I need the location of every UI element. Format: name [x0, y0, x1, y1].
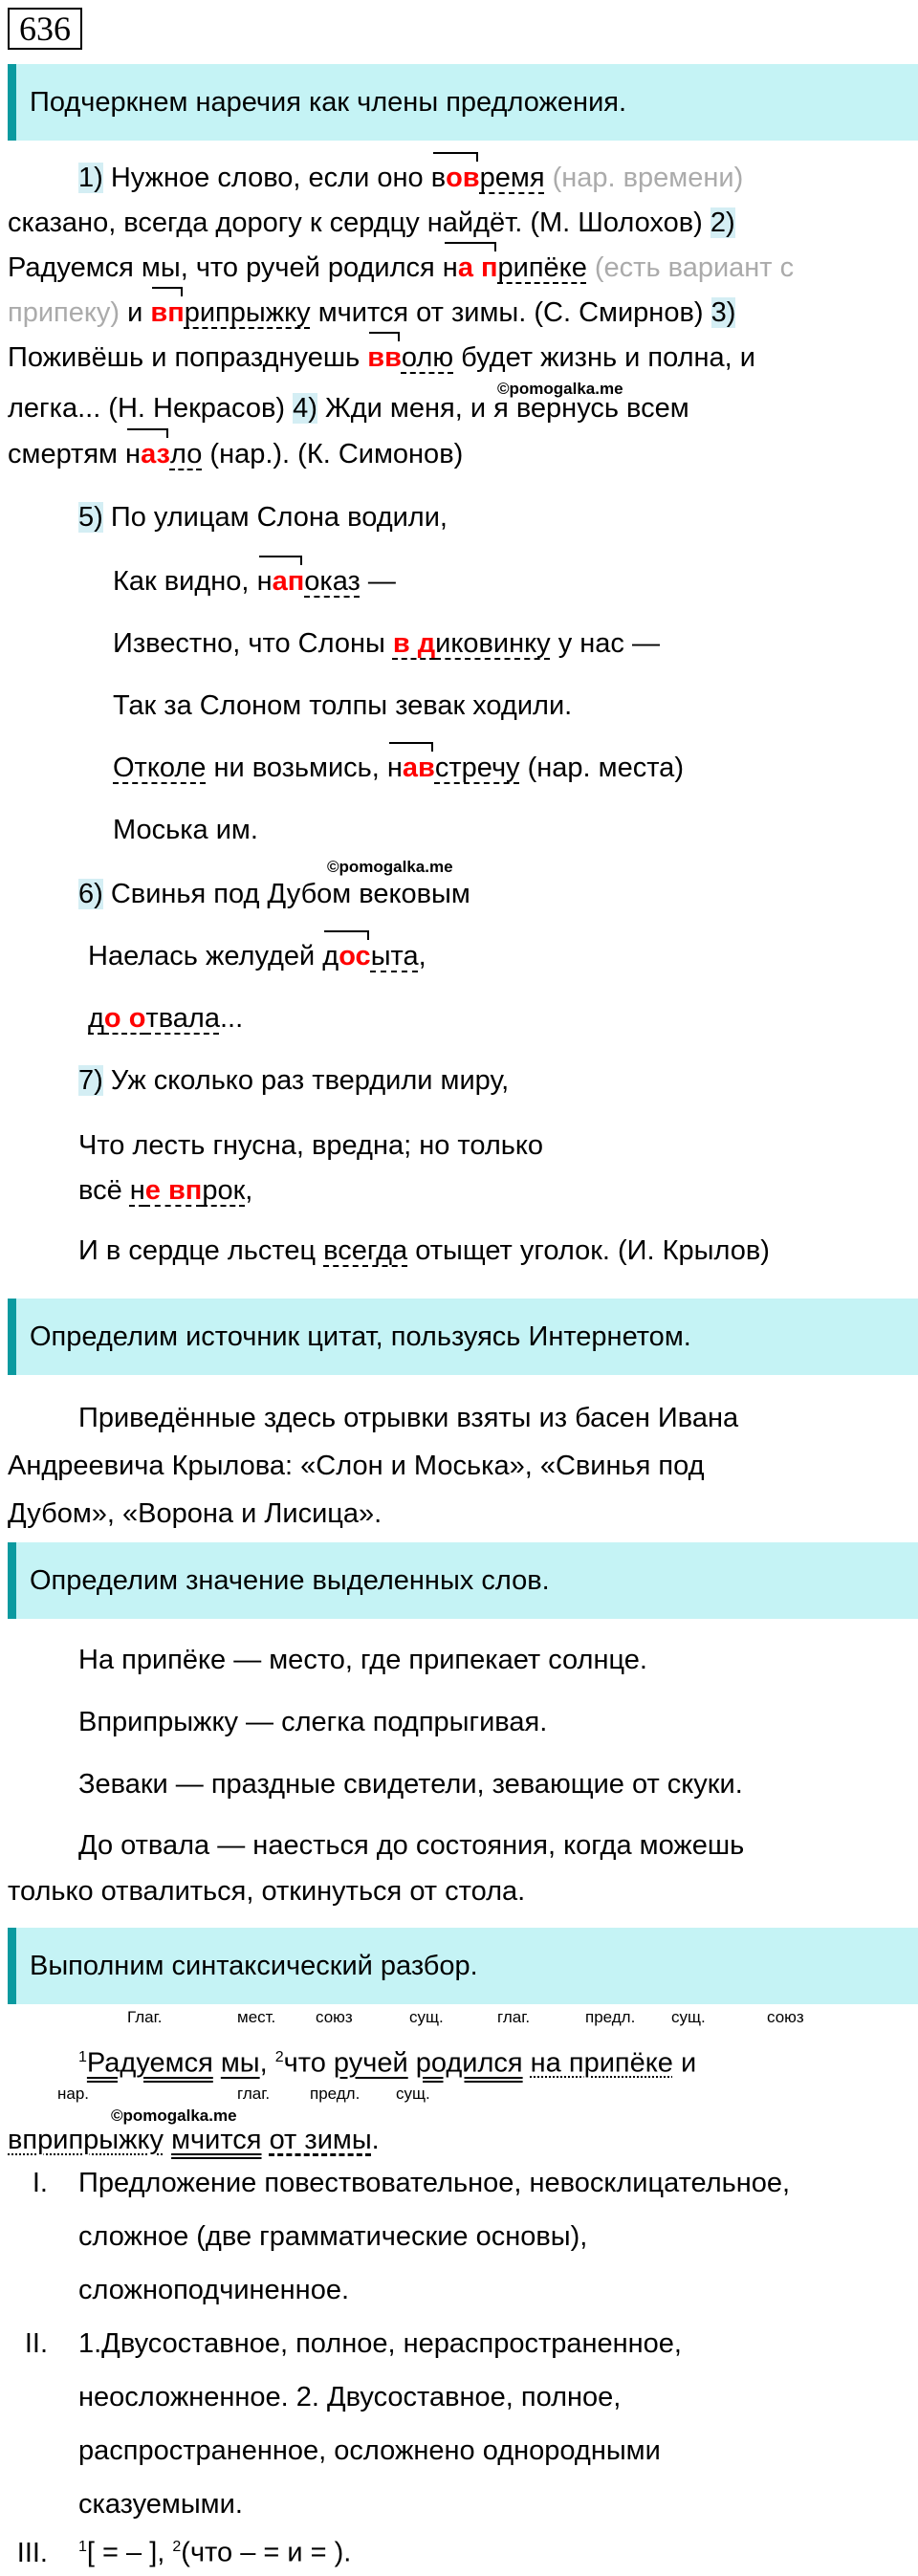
adverb-do-otvala: до отвала [88, 1003, 220, 1034]
watermark: ©pomogalka.me [111, 2107, 237, 2125]
meaning-line-5: только отвалиться, откинуться от стола. [8, 1876, 526, 1907]
adverbial-1: на припёке [530, 2047, 673, 2079]
predicate-2: родился [415, 2047, 523, 2079]
paragraph-line-2: сказано, всегда дорогу к сердцу найдёт. (М. Шолохов) 2) [8, 207, 735, 238]
item-number-5: 5) [78, 502, 103, 533]
watermark: ©pomogalka.me [497, 380, 623, 398]
subject-2: ручей [333, 2047, 408, 2079]
source-line-3: Дубом», «Ворона и Лисица». [8, 1498, 382, 1529]
adverb-v-dikovinku: в диковинку [392, 628, 551, 659]
analysis-item-2-line-2: неосложненное. 2. Двусоставное, полное, [78, 2382, 622, 2412]
analysis-item-1-line-3: сложноподчиненное. [78, 2275, 350, 2305]
item-number-3: 3) [710, 297, 736, 328]
paragraph-line-5: Поживёшь и попразднуешь вволю будет жизнь и полна, и [8, 336, 755, 381]
predicate-1: Радуемся [86, 2047, 213, 2079]
parsed-sentence-line-1: $^1$Радуемся мы, $^2$что ручей родился на припёке и [78, 2047, 697, 2079]
subject-1: мы [220, 2047, 260, 2079]
poem5-line-5: Отколе ни возьмись, навстречу (нар. места) [113, 746, 684, 791]
paragraph-line-3: Радуемся мы, что ручей родился на припёке (есть вариант с [8, 246, 794, 291]
adverb-ne-vprok: не впрок [129, 1175, 246, 1206]
poem5-line-2: Как видно, напоказ — [113, 559, 396, 604]
object-1: от зимы [269, 2125, 372, 2155]
meaning-line-4: До отвала — наесться до состояния, когда можешь [78, 1830, 745, 1861]
source-line-2: Андреевича Крылова: «Слон и Моська», «Свинья под [8, 1451, 705, 1481]
source-line-1: Приведённые здесь отрывки взяты из басен Ивана [78, 1403, 739, 1433]
watermark: ©pomogalka.me [327, 858, 453, 876]
adverbial-2: вприпрыжку [8, 2125, 164, 2155]
meaning-line-1: На припёке — место, где припекает солнце. [78, 1645, 647, 1675]
poem7-line-3: всё не впрок, [78, 1175, 253, 1206]
item-number-6: 6) [78, 879, 103, 909]
prefix-mark: вов [431, 156, 480, 201]
text: Нужное слово, если оно [102, 163, 431, 193]
poem6-line-1: 6) Свинья под Дубом вековым [78, 879, 470, 909]
paragraph-line-7: смертям назло (нар.). (К. Симонов) [8, 432, 463, 477]
adverb-nazlo: назло [125, 439, 202, 469]
item-number-2: 2) [710, 207, 735, 238]
section-header-syntax: Выполним синтаксический разбор. [8, 1928, 918, 2004]
poem5-line-1: 5) По улицам Слона водили, [78, 502, 448, 533]
adverb-vvolyu: вволю [367, 342, 453, 373]
poem5-line-6: Моська им. [113, 815, 258, 845]
adverb-otkole: Отколе [113, 753, 207, 783]
adverb-navstrechu: навстречу [387, 753, 520, 783]
poem5-line-4: Так за Слоном толпы зевак ходили. [113, 690, 573, 721]
section-header-underline-adverbs: Подчеркнем наречия как члены предложения. [8, 64, 918, 141]
poem5-line-3: Известно, что Слоны в диковинку у нас — [113, 628, 660, 659]
exercise-number: 636 [8, 8, 82, 50]
item-number-1: 1) [78, 163, 103, 193]
item-number-7: 7) [78, 1065, 103, 1096]
note: (нар. времени) [544, 163, 744, 193]
analysis-item-2-line-3: распространенное, осложнено однородными [78, 2435, 661, 2466]
adverb-na-pripeke: на припёке [443, 252, 587, 283]
paragraph-line-6: легка... (Н. Некрасов) 4) Жди меня, и я вернусь всем [8, 393, 689, 424]
analysis-item-2: II. 1.Двусоставное, полное, нераспространенное, [24, 2328, 682, 2359]
poem6-line-2: Наелась желудей досыта, [88, 934, 426, 979]
adverb-vpripryzhku: вприпрыжку [150, 297, 310, 328]
analysis-item-2-line-4: сказуемыми. [78, 2489, 243, 2520]
adverb-napokaz: напоказ [257, 566, 361, 597]
adverb-dosyta: досыта [322, 941, 418, 971]
adverb-vsegda: всегда [323, 1235, 408, 1266]
meaning-line-2: Вприпрыжку — слегка подпрыгивая. [78, 1707, 548, 1737]
analysis-item-3: III. $^1$[ = – ], $^2$(что – = и = ). [16, 2537, 352, 2568]
section-header-meanings: Определим значение выделенных слов. [8, 1542, 918, 1619]
paragraph-line-1 [8, 156, 743, 201]
adverb-vovremya: вовремя [431, 163, 545, 193]
predicate-3: мчится [171, 2125, 262, 2155]
analysis-item-1: I. Предложение повествовательное, невосклицательное, [32, 2168, 791, 2198]
parsed-sentence-line-2: вприпрыжку мчится от зимы. [8, 2125, 380, 2155]
poem6-line-3: до отвала... [88, 1003, 244, 1034]
analysis-item-1-line-2: сложное (две грамматические основы), [78, 2221, 588, 2252]
item-number-4: 4) [293, 393, 317, 424]
poem7-line-2: Что лесть гнусна, вредна; но только [78, 1130, 544, 1161]
poem7-line-1: 7) Уж сколько раз твердили миру, [78, 1065, 510, 1096]
paragraph-line-4: припеку) и вприпрыжку мчится от зимы. (С. Смирнов) 3) [8, 291, 735, 336]
meaning-line-3: Зеваки — праздные свидетели, зевающие от скуки. [78, 1769, 743, 1800]
section-header-source: Определим источник цитат, пользуясь Интернетом. [8, 1299, 918, 1375]
poem7-line-4: И в сердце льстец всегда отыщет уголок. (И. Крылов) [78, 1235, 770, 1266]
